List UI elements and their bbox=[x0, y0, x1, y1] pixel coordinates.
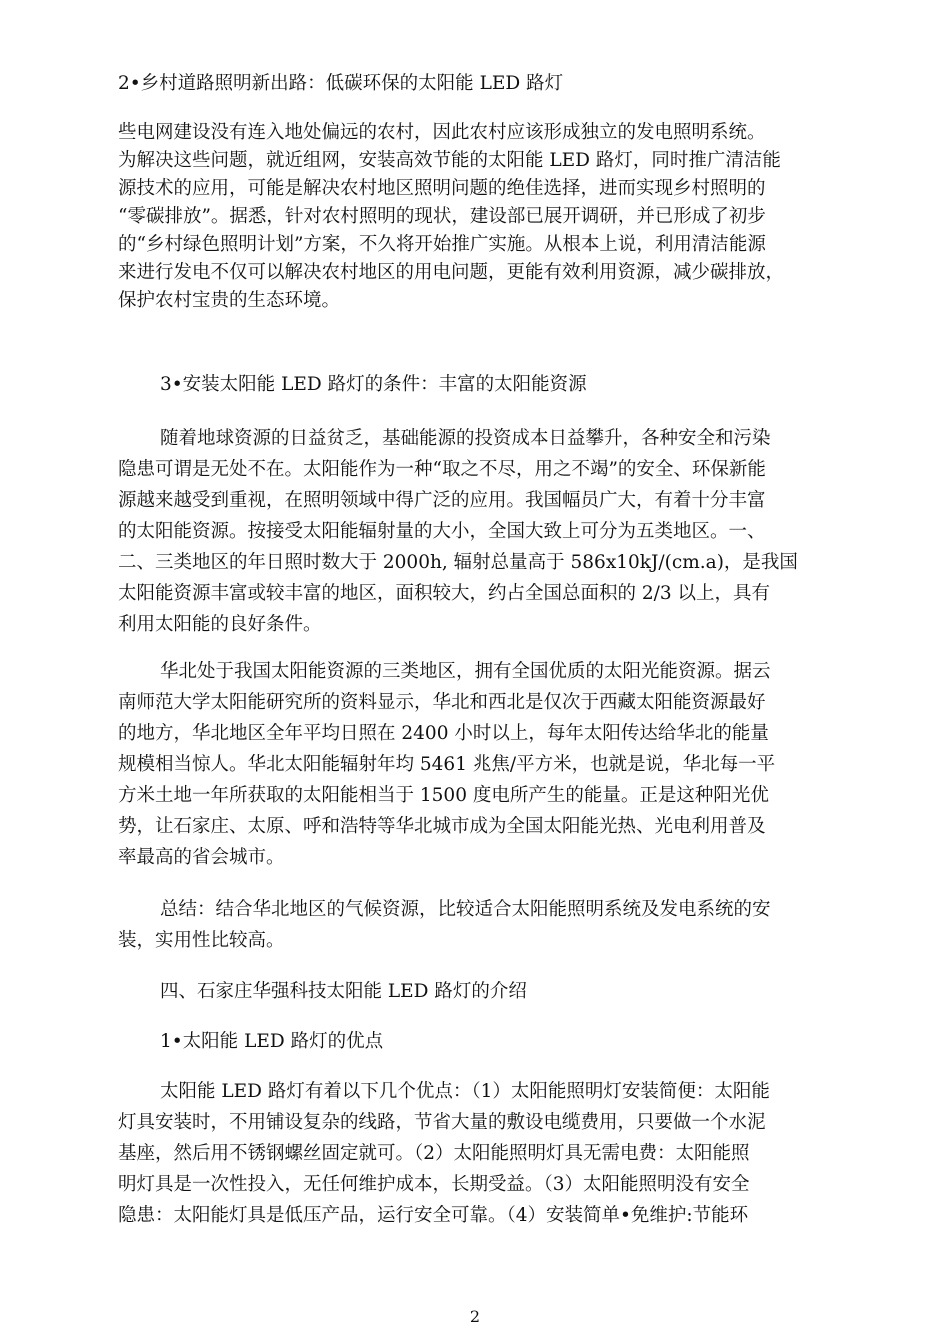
paragraph-line: 势，让石家庄、太原、呼和浩特等华北城市成为全国太阳能光热、光电利用普及 bbox=[118, 816, 766, 837]
heading-section-four: 四、石家庄华强科技太阳能 LED 路灯的介绍 bbox=[160, 981, 527, 1002]
paragraph-line: 随着地球资源的日益贫乏，基础能源的投资成本日益攀升，各种安全和污染 bbox=[160, 428, 771, 449]
paragraph-line: 的“乡村绿色照明计划”方案，不久将开始推广实施。从根本上说，利用清洁能源 bbox=[118, 234, 766, 255]
paragraph-line: 些电网建设没有连入地处偏远的农村，因此农村应该形成独立的发电照明系统。 bbox=[118, 122, 766, 143]
paragraph-line: 基座，然后用不锈钢螺丝固定就可。（2）太阳能照明灯具无需电费：太阳能照 bbox=[118, 1143, 750, 1164]
paragraph-line: 率最高的省会城市。 bbox=[118, 847, 285, 868]
paragraph-line: 规模相当惊人。华北太阳能辐射年均 5461 兆焦/平方米，也就是说，华北每一平 bbox=[118, 754, 776, 775]
paragraph-line: 华北处于我国太阳能资源的三类地区，拥有全国优质的太阳光能资源。据云 bbox=[160, 661, 771, 682]
paragraph-line: 利用太阳能的良好条件。 bbox=[118, 614, 322, 635]
paragraph-line: 为解决这些问题，就近组网，安装高效节能的太阳能 LED 路灯，同时推广清洁能 bbox=[118, 150, 781, 171]
paragraph-line: 保护农村宝贵的生态环境。 bbox=[118, 290, 341, 311]
paragraph-line: 隐患可谓是无处不在。太阳能作为一种“取之不尽，用之不竭”的安全、环保新能 bbox=[118, 459, 766, 480]
paragraph-line: 装，实用性比较高。 bbox=[118, 930, 285, 951]
paragraph-line: 明灯具是一次性投入，无任何维护成本，长期受益。（3）太阳能照明没有安全 bbox=[118, 1174, 750, 1195]
heading-installation-conditions: 3•安装太阳能 LED 路灯的条件：丰富的太阳能资源 bbox=[160, 374, 587, 395]
paragraph-line: 方米土地一年所获取的太阳能相当于 1500 度电所产生的能量。正是这种阳光优 bbox=[118, 785, 769, 806]
paragraph-line: 太阳能资源丰富或较丰富的地区，面积较大，约占全国总面积的 2/3 以上，具有 bbox=[118, 583, 771, 604]
paragraph-line: “零碳排放”。据悉，针对农村照明的现状，建设部已展开调研，并已形成了初步 bbox=[118, 206, 766, 227]
heading-advantages: 1•太阳能 LED 路灯的优点 bbox=[160, 1031, 384, 1052]
paragraph-line: 总结：结合华北地区的气候资源，比较适合太阳能照明系统及发电系统的安 bbox=[160, 899, 771, 920]
paragraph-line: 太阳能 LED 路灯有着以下几个优点：（1）太阳能照明灯安装简便：太阳能 bbox=[160, 1081, 770, 1102]
paragraph-line: 来进行发电不仅可以解决农村地区的用电问题，更能有效利用资源，减少碳排放， bbox=[118, 262, 785, 283]
paragraph-line: 隐患：太阳能灯具是低压产品，运行安全可靠。（4）安装简单•免维护:节能环 bbox=[118, 1205, 749, 1226]
paragraph-line: 南师范大学太阳能研究所的资料显示，华北和西北是仅次于西藏太阳能资源最好 bbox=[118, 692, 766, 713]
paragraph-line: 的太阳能资源。按接受太阳能辐射量的大小，全国大致上可分为五类地区。一、 bbox=[118, 521, 766, 542]
paragraph-line: 灯具安装时，不用铺设复杂的线路，节省大量的敷设电缆费用，只要做一个水泥 bbox=[118, 1112, 766, 1133]
paragraph-line: 源技术的应用，可能是解决农村地区照明问题的绝佳选择，进而实现乡村照明的 bbox=[118, 178, 766, 199]
paragraph-line: 源越来越受到重视，在照明领域中得广泛的应用。我国幅员广大，有着十分丰富 bbox=[118, 490, 766, 511]
page-number: 2 bbox=[469, 1307, 481, 1326]
paragraph-line: 的地方，华北地区全年平均日照在 2400 小时以上，每年太阳传达给华北的能量 bbox=[118, 723, 769, 744]
paragraph-line: 二、三类地区的年日照时数大于 2000h, 辐射总量高于 586x10kJ/(cm.a)，是我国 bbox=[118, 552, 798, 573]
heading-rural-lighting: 2•乡村道路照明新出路：低碳环保的太阳能 LED 路灯 bbox=[118, 73, 564, 94]
